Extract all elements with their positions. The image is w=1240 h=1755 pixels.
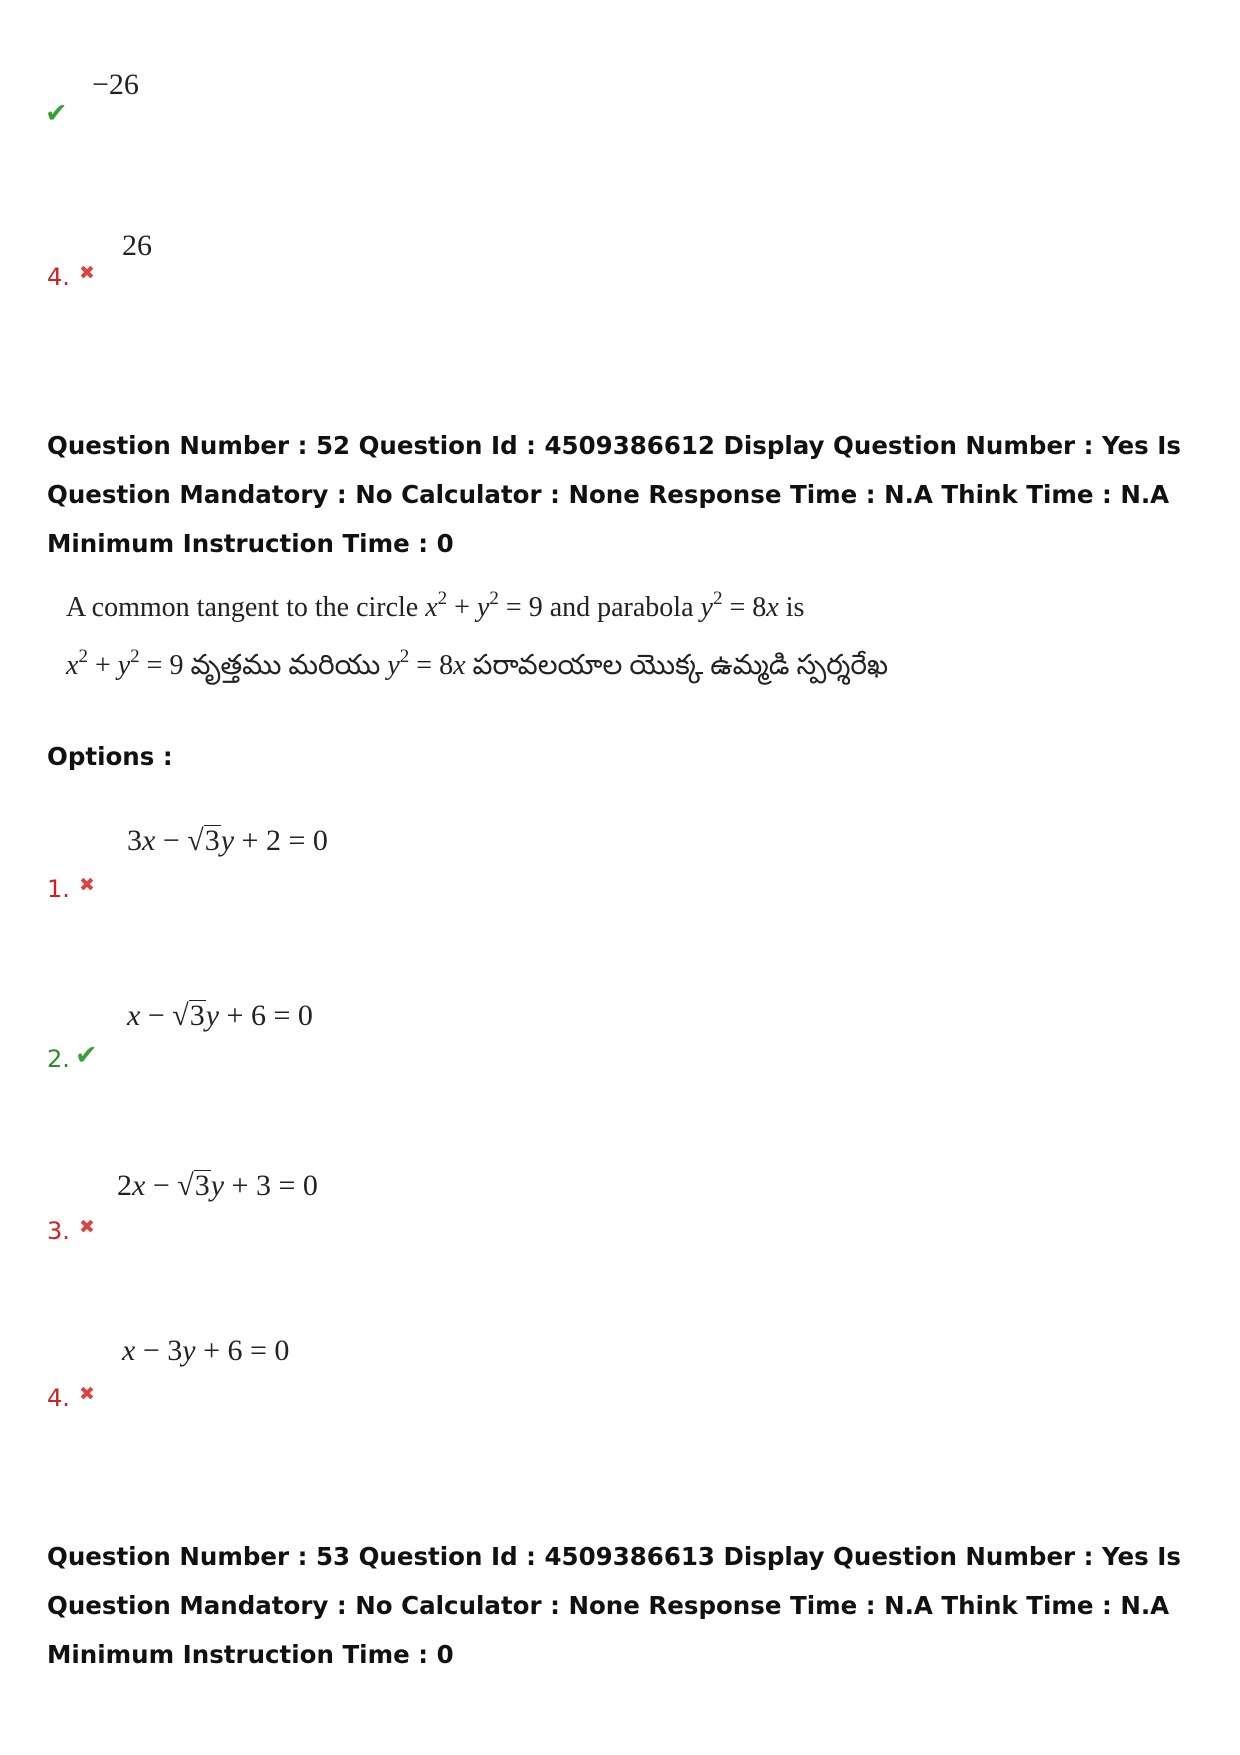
min-instruction-time-label: Minimum Instruction Time [47,529,410,558]
question-text-prefix: A common tangent to the circle [66,592,419,623]
option-3-expr: 2x − √3y + 3 = 0 [117,1169,318,1202]
question-id-label: Question Id [358,1542,518,1571]
question-number-label: Question Number [47,1542,290,1571]
calculator-label: Calculator [401,1591,542,1620]
question-number-label: Question Number [47,431,290,460]
min-instruction-time: 0 [436,1640,454,1669]
think-time-label: Think Time [941,1591,1094,1620]
question-53-meta: Question Number : 53 Question Id : 4509386613 Display Question Number : Yes Is Question Mandatory : No Calculator : None Response Time : N.A Think Time : N.A Minimum Instruction Time : 0 [47,1542,1181,1669]
question-number: 53 [315,1542,351,1571]
prev-option-3 [47,60,247,140]
question-text-suffix: is [785,592,805,623]
cross-icon: ✖ [79,1216,95,1238]
option-2-expr: x − √3y + 6 = 0 [127,999,313,1032]
prev-option-4 [47,225,247,295]
option-2 [47,995,447,1075]
prev-option-4-expr: 26 [122,229,152,262]
option-3-number: 3. [47,1217,70,1245]
response-time-label: Response Time [648,1591,858,1620]
question-text-te-2: పరావలయాల యొక్క ఉమ్మడి స్పర్శరేఖ [472,650,889,681]
response-time-label: Response Time [648,480,858,509]
question-52-meta: Question Number : 52 Question Id : 4509386612 Display Question Number : Yes Is Question Mandatory : No Calculator : None Response Time : N.A Think Time : N.A Minimum Instruction Time : 0 [47,431,1181,558]
question-52-text-en: A common tangent to the circle $x^2 + y^2 = 9$ and parabola $y^2 = 8x$ is [66,588,805,623]
cross-icon: ✖ [79,1383,95,1405]
option-2-number: 2. [47,1045,70,1073]
question-id: 4509386612 [544,431,715,460]
response-time: N.A [884,480,933,509]
prev-option-4-number: 4. [47,263,70,291]
question-id: 4509386613 [544,1542,715,1571]
options-label: Options : [47,742,173,771]
cross-icon: ✖ [79,262,95,284]
calculator: None [568,480,640,509]
calculator: None [568,1591,640,1620]
is-mandatory-label: Is Question Mandatory [47,431,1181,509]
response-time: N.A [884,1591,933,1620]
prev-option-3-expr: −26 [92,68,139,101]
option-4 [47,1332,447,1412]
is-mandatory: No [355,480,393,509]
check-icon: ✔ [45,98,68,129]
question-text-conj: and parabola [549,592,694,623]
think-time: N.A [1120,480,1170,509]
is-mandatory: No [355,1591,393,1620]
calculator-label: Calculator [401,480,542,509]
display-question-number: Yes [1102,1542,1149,1571]
question-number: 52 [315,431,351,460]
question-52-text-te: $x^2 + y^2 = 9$ వృత్తము మరియు $y^2 = 8x$ పరావలయాల యొక్క ఉమ్మడి స్పర్శరేఖ [66,646,889,681]
cross-icon: ✖ [79,874,95,896]
display-question-number-label: Display Question Number [723,1542,1076,1571]
min-instruction-time: 0 [436,529,454,558]
option-3 [47,1165,447,1245]
display-question-number: Yes [1102,431,1149,460]
option-4-number: 4. [47,1384,70,1412]
is-mandatory-label: Is Question Mandatory [47,1542,1181,1620]
display-question-number-label: Display Question Number [723,431,1076,460]
think-time: N.A [1120,1591,1170,1620]
option-1-expr: 3x − √3y + 2 = 0 [127,824,328,857]
question-id-label: Question Id [358,431,518,460]
question-text-te-1: వృత్తము మరియు [190,650,381,681]
option-4-expr: x − 3y + 6 = 0 [122,1334,290,1367]
check-icon: ✔ [75,1040,98,1071]
option-1-number: 1. [47,875,70,903]
min-instruction-time-label: Minimum Instruction Time [47,1640,410,1669]
think-time-label: Think Time [941,480,1094,509]
option-1 [47,820,447,903]
